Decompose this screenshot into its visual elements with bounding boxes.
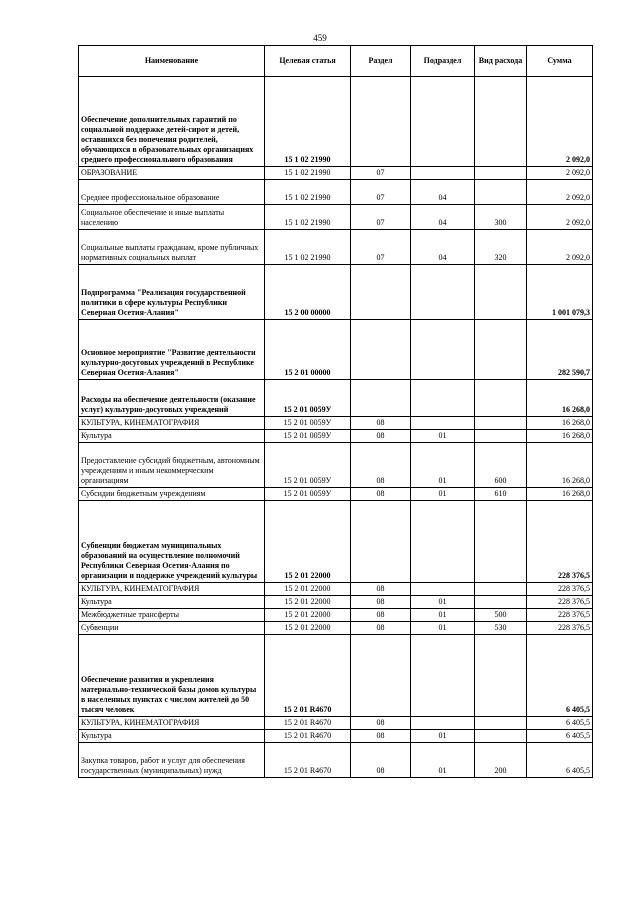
- row-subsection: 01: [411, 622, 475, 635]
- row-section: 08: [351, 430, 411, 443]
- row-target-article: 15 1 02 21990: [265, 230, 351, 265]
- row-sum: 2 092,0: [527, 77, 593, 167]
- row-target-article: 15 1 02 21990: [265, 205, 351, 230]
- row-sum: 6 405,5: [527, 635, 593, 717]
- table-row: [79, 430, 593, 443]
- row-target-article: 15 2 01 22000: [265, 583, 351, 596]
- row-expense-type: 500: [475, 609, 527, 622]
- row-section: 08: [351, 730, 411, 743]
- row-target-article: 15 2 01 22000: [265, 609, 351, 622]
- row-name: Расходы на обеспечение деятельности (оказание услуг) культурно-досуговых учреждений: [79, 380, 265, 417]
- row-expense-type: [475, 180, 527, 205]
- table-row: [79, 205, 593, 230]
- row-section: 08: [351, 583, 411, 596]
- row-target-article: 15 2 01 0059У: [265, 443, 351, 488]
- row-subsection: 01: [411, 743, 475, 778]
- row-sum: 16 268,0: [527, 380, 593, 417]
- row-section: 08: [351, 743, 411, 778]
- row-section: 08: [351, 717, 411, 730]
- row-target-article: 15 2 01 R4670: [265, 743, 351, 778]
- row-section: 08: [351, 417, 411, 430]
- header-subsection: Подраздел: [411, 46, 475, 77]
- row-sum: 16 268,0: [527, 430, 593, 443]
- row-expense-type: 300: [475, 205, 527, 230]
- table-row: [79, 730, 593, 743]
- row-target-article: 15 1 02 21990: [265, 167, 351, 180]
- row-section: 07: [351, 167, 411, 180]
- header-target: Целевая статья: [265, 46, 351, 77]
- row-sum: 2 092,0: [527, 167, 593, 180]
- row-sum: 228 376,5: [527, 501, 593, 583]
- row-section: 08: [351, 622, 411, 635]
- row-sum: 6 405,5: [527, 730, 593, 743]
- table-row: [79, 265, 593, 320]
- row-expense-type: [475, 717, 527, 730]
- row-subsection: [411, 417, 475, 430]
- row-expense-type: [475, 730, 527, 743]
- row-name: Основное мероприятие "Развитие деятельности культурно-досуговых учреждений в Республике Северная Осетия-Алания": [79, 320, 265, 380]
- row-subsection: 01: [411, 596, 475, 609]
- table-row: [79, 635, 593, 717]
- row-section: 07: [351, 180, 411, 205]
- table-row: [79, 501, 593, 583]
- table-row: [79, 167, 593, 180]
- row-expense-type: [475, 583, 527, 596]
- row-subsection: 01: [411, 730, 475, 743]
- row-section: [351, 501, 411, 583]
- row-section: 07: [351, 230, 411, 265]
- row-subsection: [411, 380, 475, 417]
- row-sum: 282 590,7: [527, 320, 593, 380]
- table-row: [79, 180, 593, 205]
- row-name: Обеспечение развития и укрепления материально-технической базы домов культуры в населенных пунктах с числом жителей до 50 тысяч человек: [79, 635, 265, 717]
- row-subsection: [411, 583, 475, 596]
- row-expense-type: [475, 501, 527, 583]
- row-name: Обеспечение дополнительных гарантий по социальной поддержке детей-сирот и детей, оставшихся без попечения родителей, обучающихся в образовательных организациях среднего профессионального образования: [79, 77, 265, 167]
- row-name: Социальные выплаты гражданам, кроме публичных нормативных социальных выплат: [79, 230, 265, 265]
- page-number: 459: [313, 33, 327, 43]
- row-subsection: [411, 320, 475, 380]
- row-subsection: [411, 717, 475, 730]
- table-header-row: [79, 46, 593, 77]
- header-sum: Сумма: [527, 46, 593, 77]
- row-section: [351, 635, 411, 717]
- row-name: Подпрограмма "Реализация государственной политики в сфере культуры Республики Северная Осетия-Алания": [79, 265, 265, 320]
- table-row: [79, 596, 593, 609]
- row-subsection: [411, 635, 475, 717]
- row-section: [351, 380, 411, 417]
- row-name: Предоставление субсидий бюджетным, автономным учреждениям и иным некоммерческим организациям: [79, 443, 265, 488]
- row-subsection: 01: [411, 430, 475, 443]
- row-subsection: [411, 265, 475, 320]
- row-expense-type: [475, 320, 527, 380]
- row-section: [351, 265, 411, 320]
- header-expense-type: Вид расхода: [475, 46, 527, 77]
- row-sum: 2 092,0: [527, 180, 593, 205]
- row-target-article: 15 2 01 0059У: [265, 417, 351, 430]
- row-section: 08: [351, 488, 411, 501]
- row-subsection: 01: [411, 443, 475, 488]
- header-name: Наименование: [79, 46, 265, 77]
- row-subsection: [411, 77, 475, 167]
- row-sum: 228 376,5: [527, 622, 593, 635]
- row-name: КУЛЬТУРА, КИНЕМАТОГРАФИЯ: [79, 583, 265, 596]
- row-target-article: 15 2 01 22000: [265, 622, 351, 635]
- row-name: Межбюджетные трансферты: [79, 609, 265, 622]
- row-expense-type: [475, 635, 527, 717]
- row-sum: 228 376,5: [527, 609, 593, 622]
- row-sum: 6 405,5: [527, 743, 593, 778]
- row-expense-type: [475, 430, 527, 443]
- row-expense-type: [475, 417, 527, 430]
- row-target-article: 15 2 01 R4670: [265, 635, 351, 717]
- table-row: [79, 320, 593, 380]
- row-subsection: 01: [411, 609, 475, 622]
- row-target-article: 15 2 01 R4670: [265, 730, 351, 743]
- row-expense-type: [475, 380, 527, 417]
- row-section: 08: [351, 596, 411, 609]
- row-section: 08: [351, 443, 411, 488]
- row-subsection: [411, 501, 475, 583]
- table-body: [79, 77, 593, 778]
- budget-table: [78, 45, 593, 778]
- header-section: Раздел: [351, 46, 411, 77]
- row-expense-type: 320: [475, 230, 527, 265]
- row-sum: 228 376,5: [527, 596, 593, 609]
- row-subsection: 04: [411, 180, 475, 205]
- row-target-article: 15 2 01 00000: [265, 320, 351, 380]
- row-expense-type: 600: [475, 443, 527, 488]
- row-expense-type: 610: [475, 488, 527, 501]
- row-target-article: 15 2 01 22000: [265, 501, 351, 583]
- table-row: [79, 717, 593, 730]
- row-sum: 2 092,0: [527, 205, 593, 230]
- row-expense-type: [475, 167, 527, 180]
- row-subsection: 04: [411, 230, 475, 265]
- row-name: Субвенции: [79, 622, 265, 635]
- row-sum: 2 092,0: [527, 230, 593, 265]
- row-name: Среднее профессиональное образование: [79, 180, 265, 205]
- row-sum: 16 268,0: [527, 488, 593, 501]
- table-row: [79, 77, 593, 167]
- table-row: [79, 583, 593, 596]
- row-name: Субсидии бюджетным учреждениям: [79, 488, 265, 501]
- row-expense-type: [475, 77, 527, 167]
- row-name: Культура: [79, 430, 265, 443]
- row-expense-type: [475, 596, 527, 609]
- row-subsection: 04: [411, 205, 475, 230]
- row-name: Культура: [79, 730, 265, 743]
- row-name: Социальное обеспечение и иные выплаты населению: [79, 205, 265, 230]
- row-section: [351, 320, 411, 380]
- row-name: ОБРАЗОВАНИЕ: [79, 167, 265, 180]
- row-expense-type: 200: [475, 743, 527, 778]
- row-section: 07: [351, 205, 411, 230]
- row-name: Закупка товаров, работ и услуг для обеспечения государственных (муниципальных) нужд: [79, 743, 265, 778]
- row-target-article: 15 2 01 0059У: [265, 380, 351, 417]
- row-sum: 228 376,5: [527, 583, 593, 596]
- row-target-article: 15 2 01 0059У: [265, 430, 351, 443]
- row-sum: 16 268,0: [527, 417, 593, 430]
- table-row: [79, 417, 593, 430]
- row-name: КУЛЬТУРА, КИНЕМАТОГРАФИЯ: [79, 417, 265, 430]
- table-row: [79, 609, 593, 622]
- row-target-article: 15 2 01 22000: [265, 596, 351, 609]
- table-row: [79, 380, 593, 417]
- row-expense-type: [475, 265, 527, 320]
- row-name: Субвенции бюджетам муниципальных образований на осуществление полномочий Республики Северная Осетия-Алания по организации и поддержке учреждений культуры: [79, 501, 265, 583]
- table-row: [79, 230, 593, 265]
- row-target-article: 15 2 01 R4670: [265, 717, 351, 730]
- row-name: Культура: [79, 596, 265, 609]
- table-row: [79, 622, 593, 635]
- row-subsection: [411, 167, 475, 180]
- table-row: [79, 443, 593, 488]
- row-target-article: 15 1 02 21990: [265, 180, 351, 205]
- row-section: [351, 77, 411, 167]
- row-target-article: 15 2 00 00000: [265, 265, 351, 320]
- row-target-article: 15 2 01 0059У: [265, 488, 351, 501]
- row-subsection: 01: [411, 488, 475, 501]
- row-expense-type: 530: [475, 622, 527, 635]
- row-target-article: 15 1 02 21990: [265, 77, 351, 167]
- row-sum: 1 001 079,3: [527, 265, 593, 320]
- row-name: КУЛЬТУРА, КИНЕМАТОГРАФИЯ: [79, 717, 265, 730]
- table-row: [79, 488, 593, 501]
- row-sum: 6 405,5: [527, 717, 593, 730]
- row-sum: 16 268,0: [527, 443, 593, 488]
- row-section: 08: [351, 609, 411, 622]
- table-row: [79, 743, 593, 778]
